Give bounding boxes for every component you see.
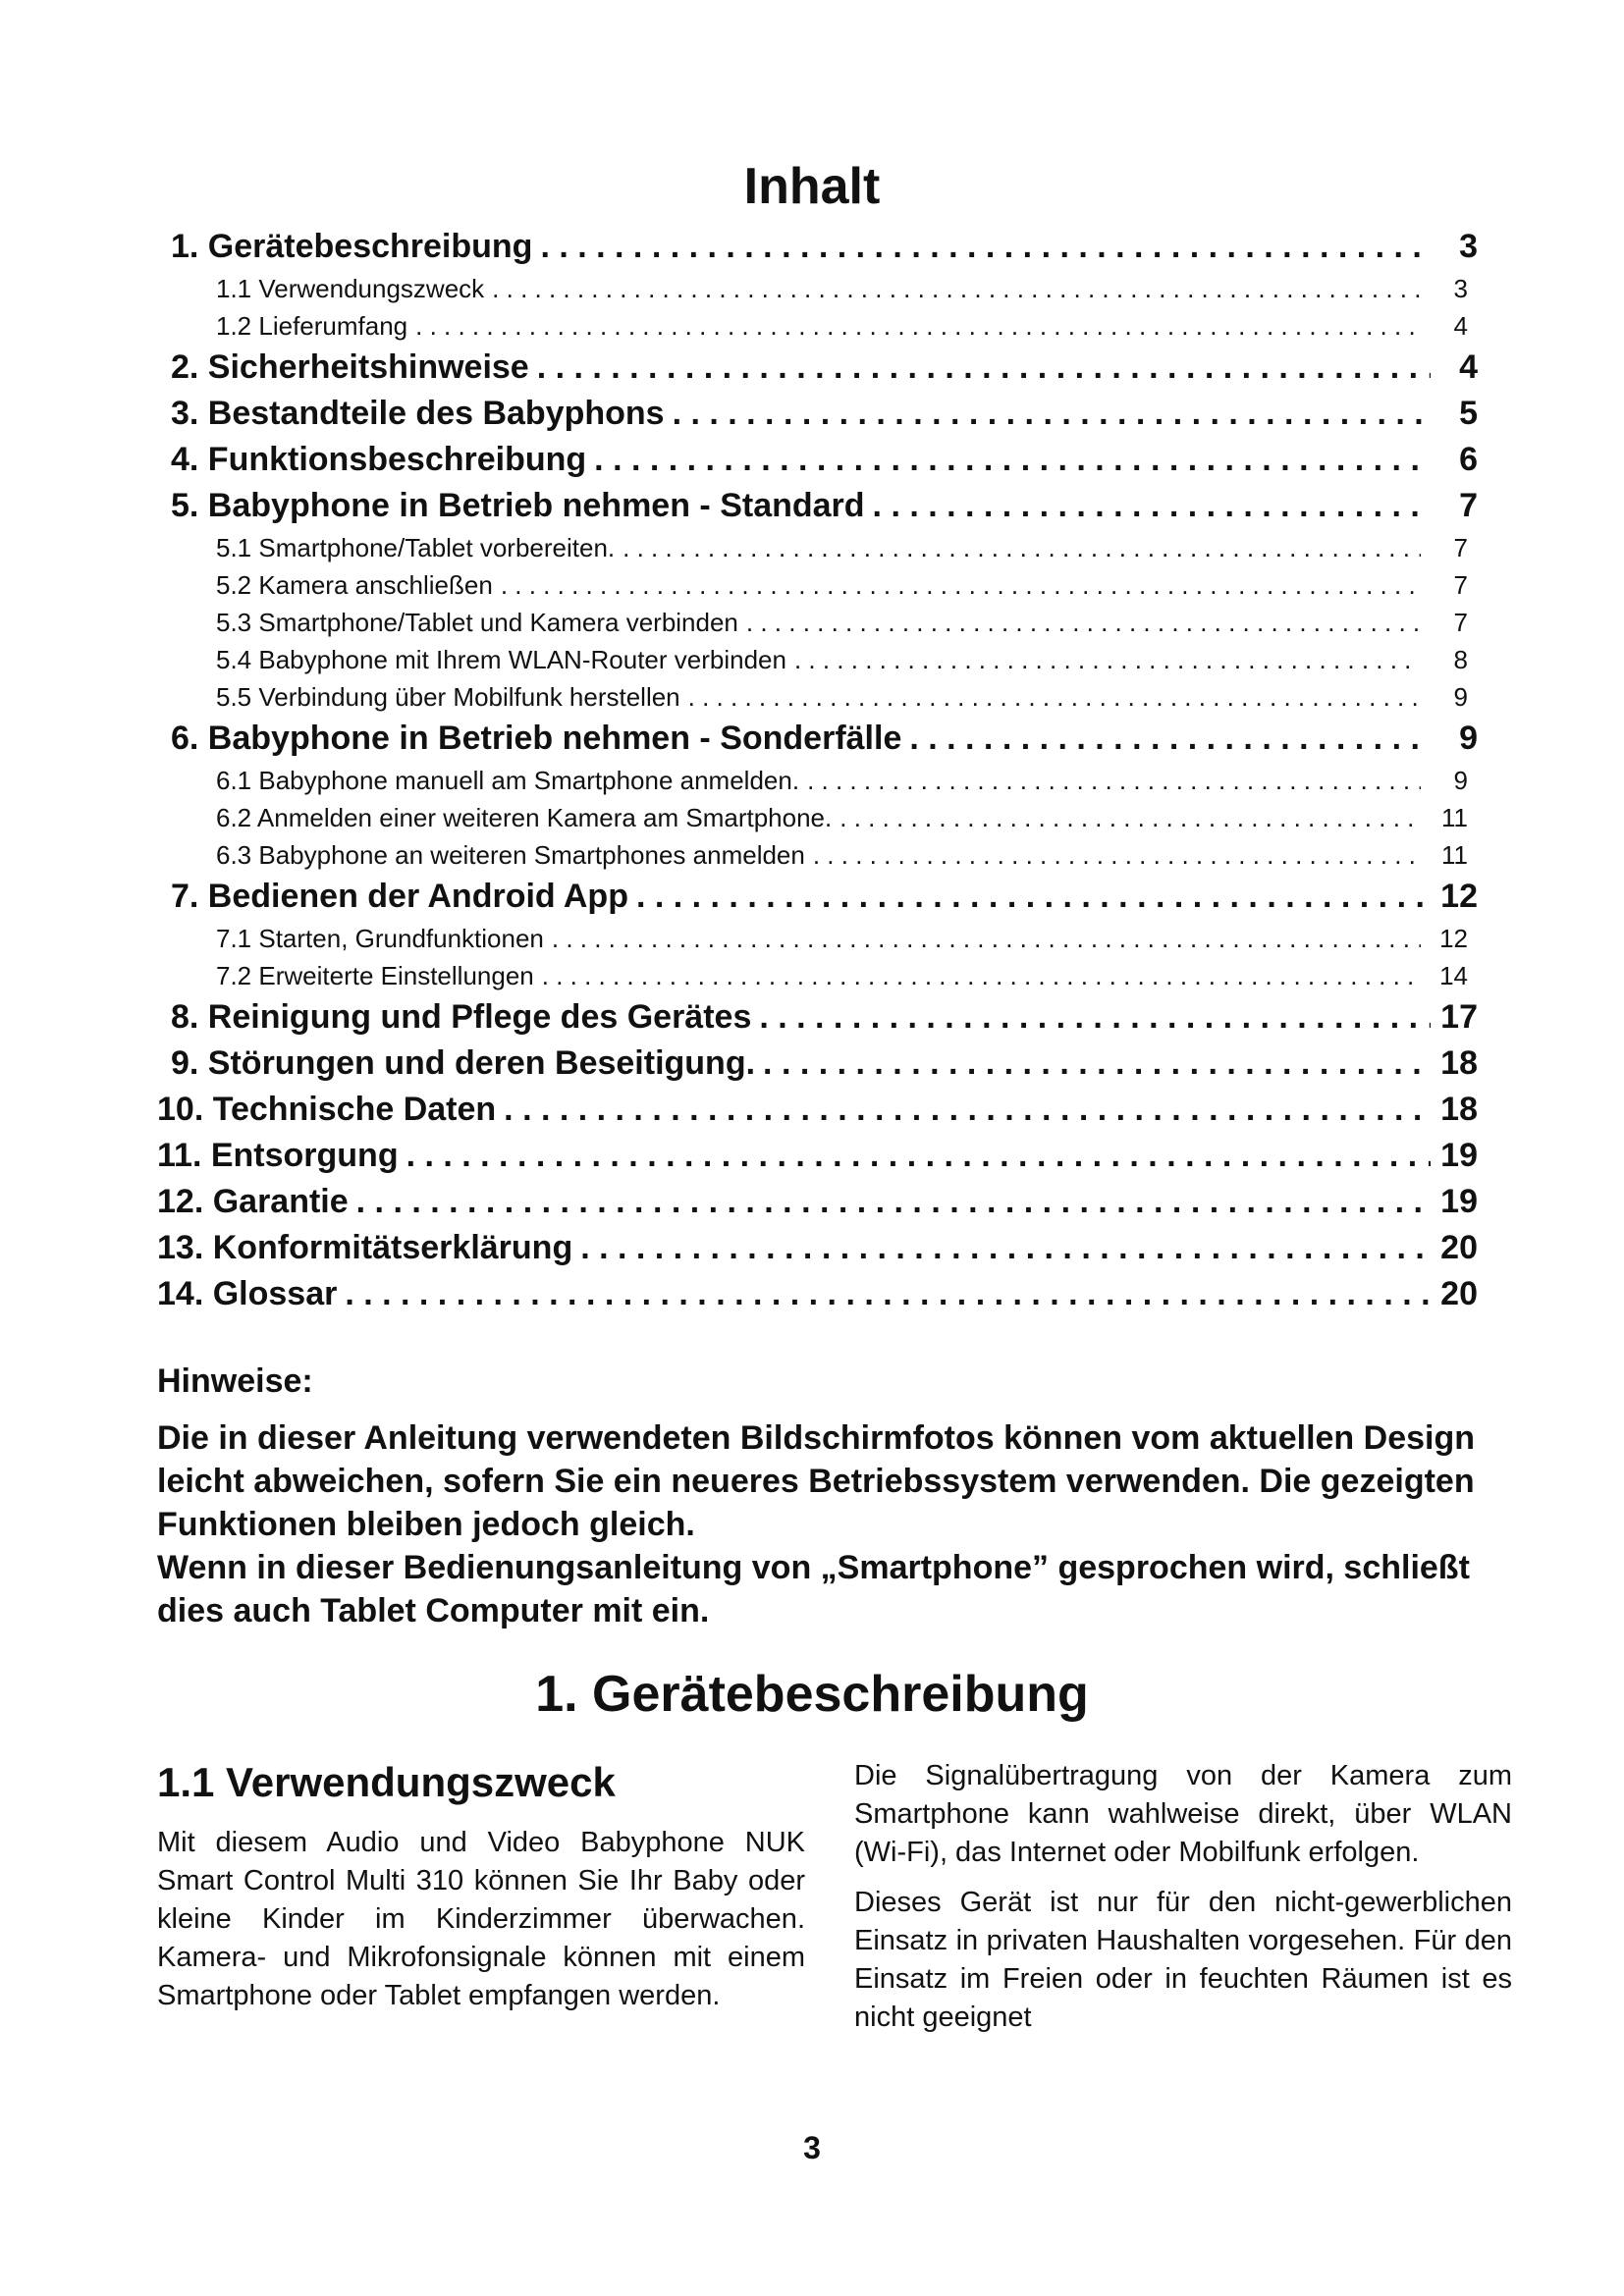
notes-paragraph: Die in dieser Anleitung verwendeten Bildschirmfotos können vom aktuellen Design leicht abweichen, sofern Sie ein neueres Betriebssystem verwenden. Die gezeigten Funktionen bleiben jedoch gleich.	[157, 1419, 1476, 1543]
toc-dot-leader	[537, 345, 1431, 391]
toc-entry-title: 7. Bedienen der Android App	[171, 878, 628, 915]
toc-page-number: 20	[1440, 1229, 1478, 1266]
toc-page-number: 4	[1453, 311, 1468, 341]
toc-page-number: 9	[1459, 720, 1478, 757]
toc-page-number: 3	[1453, 274, 1468, 303]
toc-page-number: 7	[1459, 487, 1478, 524]
toc-page-number: 3	[1459, 228, 1478, 265]
toc-page-number: 19	[1440, 1137, 1478, 1174]
notes-block	[157, 1360, 1492, 1632]
toc-dot-leader	[813, 836, 1421, 874]
toc-entry-title: 1.1 Verwendungszweck	[216, 274, 485, 303]
toc-chapter-entry	[147, 345, 1478, 391]
toc-entry-title: 4. Funktionsbeschreibung	[171, 441, 587, 478]
toc-dot-leader	[763, 1041, 1431, 1087]
body-paragraph: Dieses Gerät ist nur für den nicht-gewerblichen Einsatz in privaten Haushalten vorgesehen. Für den Einsatz im Freien oder in feuchten Räumen ist es nicht geeignet	[854, 1887, 1512, 2033]
toc-subsection-entry	[147, 920, 1478, 957]
toc-chapter-entry	[147, 1225, 1478, 1271]
toc-page-number: 12	[1439, 924, 1468, 953]
subsection-title: 1.1 Verwendungszweck	[157, 1759, 616, 1805]
toc-subsection-entry	[147, 678, 1478, 716]
toc-chapter-entry	[147, 874, 1478, 920]
toc-dot-leader	[580, 1225, 1431, 1271]
toc-entry-title: 5. Babyphone in Betrieb nehmen - Standard	[171, 487, 865, 524]
toc-subsection-entry	[147, 270, 1478, 307]
toc-subsection-entry	[147, 604, 1478, 641]
toc-chapter-entry	[147, 391, 1478, 437]
toc-subsection-entry	[147, 957, 1478, 994]
toc-dot-leader	[873, 483, 1431, 529]
toc-dot-leader	[746, 604, 1421, 641]
toc-chapter-entry	[147, 1271, 1478, 1317]
toc-entry-title: 2. Sicherheitshinweise	[171, 348, 529, 386]
toc-dot-leader	[636, 874, 1431, 920]
toc-entry-title: 1.2 Lieferumfang	[216, 311, 408, 341]
toc-chapter-entry	[147, 483, 1478, 529]
toc-dot-leader	[552, 920, 1421, 957]
toc-page-number: 5	[1459, 395, 1478, 432]
toc-page-number: 11	[1441, 840, 1468, 870]
toc-entry-title: 7.1 Starten, Grundfunktionen	[216, 924, 544, 953]
toc-page-number: 11	[1441, 803, 1468, 832]
left-column	[157, 1755, 805, 2015]
toc-page-number: 17	[1440, 998, 1478, 1036]
section-title: 1. Gerätebeschreibung	[535, 1666, 1089, 1723]
toc-page-number: 7	[1453, 533, 1468, 562]
toc-dot-leader	[345, 1271, 1431, 1317]
toc-entry-title: 6. Babyphone in Betrieb nehmen - Sonderfälle	[171, 720, 902, 757]
toc-dot-leader	[492, 270, 1421, 307]
toc-page-number: 14	[1439, 961, 1468, 990]
notes-paragraph: Wenn in dieser Bedienungsanleitung von „Smartphone” gesprochen wird, schließt dies auch Tablet Computer mit ein.	[157, 1549, 1470, 1629]
toc-dot-leader	[542, 957, 1421, 994]
toc-dot-leader	[688, 678, 1421, 716]
page-number: 3	[803, 2130, 821, 2165]
toc-page-number: 7	[1453, 570, 1468, 600]
toc-entry-title: 6.2 Anmelden einer weiteren Kamera am Smartphone.	[216, 803, 833, 832]
toc-page-number: 6	[1459, 441, 1478, 478]
toc-dot-leader	[909, 716, 1431, 762]
toc-subsection-entry	[147, 566, 1478, 604]
toc-subsection-entry	[147, 307, 1478, 345]
toc-chapter-entry	[147, 716, 1478, 762]
toc-entry-title: 6.1 Babyphone manuell am Smartphone anmelden.	[216, 766, 800, 795]
toc-entry-title: 9. Störungen und deren Beseitigung.	[171, 1044, 756, 1082]
toc-dot-leader	[794, 641, 1421, 678]
right-column	[854, 1757, 1512, 2049]
toc-chapter-entry	[147, 994, 1478, 1041]
toc-chapter-entry	[147, 1041, 1478, 1087]
toc-dot-leader	[504, 1087, 1431, 1133]
notes-heading: Hinweise:	[157, 1362, 313, 1400]
toc-entry-title: 13. Konformitätserklärung	[157, 1229, 573, 1266]
toc-page-number: 9	[1453, 766, 1468, 795]
toc-dot-leader	[356, 1179, 1431, 1225]
toc-entry-title: 5.3 Smartphone/Tablet und Kamera verbinden	[216, 608, 738, 637]
toc-entry-title: 3. Bestandteile des Babyphons	[171, 395, 665, 432]
toc-entry-title: 5.4 Babyphone mit Ihrem WLAN-Router verbinden	[216, 645, 786, 674]
toc-entry-title: 8. Reinigung und Pflege des Gerätes	[171, 998, 752, 1036]
toc-entry-title: 5.5 Verbindung über Mobilfunk herstellen	[216, 682, 680, 712]
toc-entry-title: 7.2 Erweiterte Einstellungen	[216, 961, 534, 990]
toc-entry-title: 5.2 Kamera anschließen	[216, 570, 493, 600]
toc-entry-title: 6.3 Babyphone an weiteren Smartphones anmelden	[216, 840, 805, 870]
toc-page-number: 9	[1453, 682, 1468, 712]
toc-dot-leader	[673, 391, 1431, 437]
body-paragraph: Die Signalübertragung von der Kamera zum Smartphone kann wahlweise direkt, über WLAN (Wi-Fi), das Internet oder Mobilfunk erfolgen.	[854, 1760, 1512, 1868]
toc-chapter-entry	[147, 224, 1478, 270]
toc-subsection-entry	[147, 799, 1478, 836]
toc-subsection-entry	[147, 529, 1478, 566]
toc-entry-title: 11. Entsorgung	[157, 1137, 399, 1174]
toc-title: Inhalt	[743, 158, 881, 215]
toc-subsection-entry	[147, 641, 1478, 678]
toc-chapter-entry	[147, 1133, 1478, 1179]
toc-page-number: 8	[1453, 645, 1468, 674]
toc-dot-leader	[623, 529, 1421, 566]
toc-chapter-entry	[147, 1179, 1478, 1225]
toc-entry-title: 5.1 Smartphone/Tablet vorbereiten.	[216, 533, 616, 562]
toc-chapter-entry	[147, 1087, 1478, 1133]
toc-dot-leader	[501, 566, 1421, 604]
toc-dot-leader	[594, 437, 1431, 483]
toc-page-number: 7	[1453, 608, 1468, 637]
toc-page-number: 12	[1440, 878, 1478, 915]
toc-subsection-entry	[147, 836, 1478, 874]
toc-page-number: 20	[1440, 1275, 1478, 1312]
toc-dot-leader	[759, 994, 1431, 1041]
body-paragraph: Mit diesem Audio und Video Babyphone NUK Smart Control Multi 310 können Sie Ihr Baby oder kleine Kinder im Kinderzimmer überwachen. Kamera- und Mikrofonsignale können mit einem Smartphone oder Tablet empfangen werden.	[157, 1827, 805, 2011]
toc-entry-title: 1. Gerätebeschreibung	[171, 228, 533, 265]
toc-subsection-entry	[147, 762, 1478, 799]
toc-dot-leader	[406, 1133, 1431, 1179]
toc-page-number: 18	[1440, 1044, 1478, 1082]
toc-chapter-entry	[147, 437, 1478, 483]
toc-page-number: 4	[1459, 348, 1478, 386]
toc-entry-title: 10. Technische Daten	[157, 1091, 497, 1128]
toc-dot-leader	[839, 799, 1421, 836]
toc-dot-leader	[415, 307, 1421, 345]
toc-entry-title: 12. Garantie	[157, 1183, 349, 1220]
toc-page-number: 19	[1440, 1183, 1478, 1220]
toc-entry-title: 14. Glossar	[157, 1275, 338, 1312]
toc-dot-leader	[540, 224, 1431, 270]
toc-dot-leader	[807, 762, 1421, 799]
toc-page-number: 18	[1440, 1091, 1478, 1128]
table-of-contents	[147, 224, 1478, 1317]
